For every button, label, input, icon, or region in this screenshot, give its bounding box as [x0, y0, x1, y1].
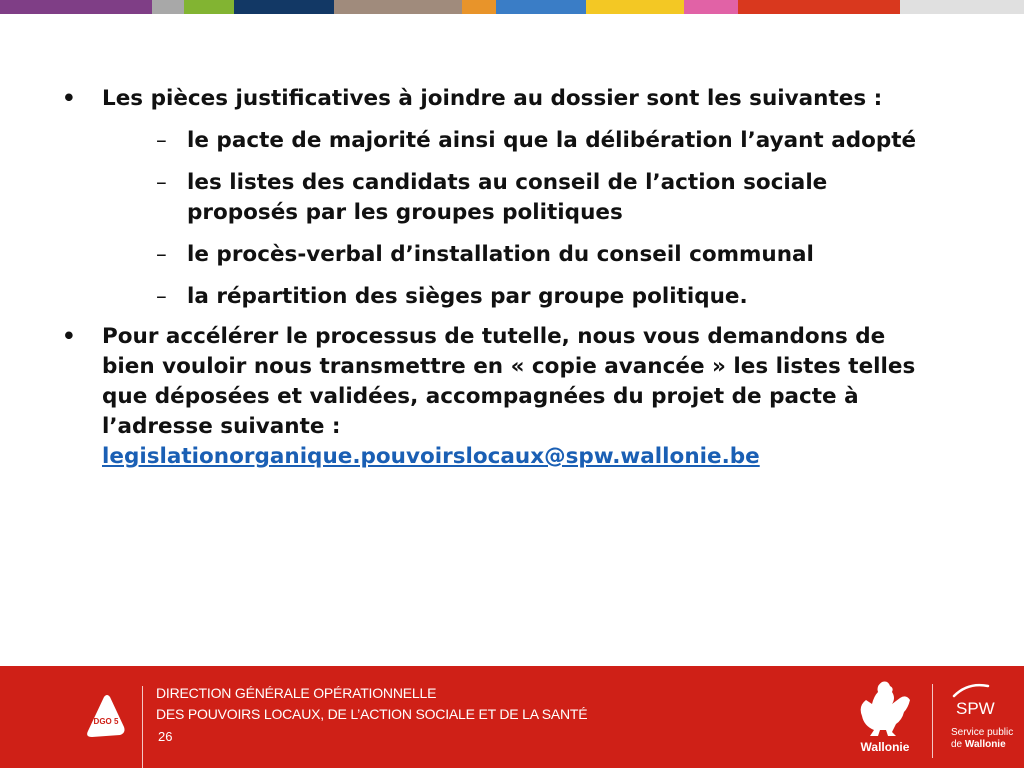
dash-marker: –: [156, 284, 167, 309]
spw-caption: [951, 727, 1013, 751]
strip-segment: [0, 0, 152, 14]
wallonie-rooster-icon: [852, 678, 914, 740]
spw-logo-text: SPW: [956, 699, 995, 718]
top-color-strip: [0, 0, 1024, 14]
bullet-text: Pour accélérer le processus de tutelle, nous vous demandons de bien vouloir nous transmettre en « copie avancée » les listes telles que déposées et validées, accompagnées du projet de pacte à l’adresse suivante :: [102, 324, 916, 439]
page-number: 26: [158, 729, 173, 744]
strip-segment: [738, 0, 900, 14]
sub-item: [142, 240, 942, 270]
spw-caption-brand: Wallonie: [964, 739, 1006, 750]
spw-caption-prefix: de: [951, 739, 965, 750]
strip-segment: [184, 0, 234, 14]
bullet-text: Les pièces justificatives à joindre au dossier sont les suivantes :: [102, 86, 883, 111]
sub-item-text: la répartition des sièges par groupe politique.: [187, 284, 748, 309]
sub-item: [142, 282, 942, 312]
sub-item-text: le procès-verbal d’installation du conseil communal: [187, 242, 814, 267]
footer-divider: [142, 686, 143, 768]
slide-content: [62, 84, 942, 482]
footer-divider: [932, 684, 933, 758]
strip-segment: [234, 0, 334, 14]
strip-segment: [462, 0, 496, 14]
sub-item: [142, 126, 942, 156]
strip-segment: [334, 0, 462, 14]
bullet-marker: •: [62, 86, 76, 111]
sub-item-text: les listes des candidats au conseil de l’action sociale proposés par les groupes politiques: [187, 170, 828, 225]
bullet-item: [62, 322, 942, 472]
sub-item: [142, 168, 942, 228]
strip-segment: [152, 0, 184, 14]
strip-segment: [684, 0, 738, 14]
dash-marker: –: [156, 128, 167, 153]
spw-logo-icon: [948, 682, 1010, 722]
wallonie-label: Wallonie: [860, 740, 910, 754]
strip-segment: [586, 0, 684, 14]
org-name-line1: DIRECTION GÉNÉRALE OPÉRATIONNELLE: [156, 685, 437, 701]
footer-bar: [0, 666, 1024, 768]
org-name-line2: DES POUVOIRS LOCAUX, DE L’ACTION SOCIALE ET DE LA SANTÉ: [156, 706, 588, 722]
strip-segment: [496, 0, 586, 14]
spw-caption-line1: Service public: [951, 727, 1014, 738]
dash-marker: –: [156, 170, 167, 195]
strip-segment: [900, 0, 1024, 14]
bullet-item: [62, 84, 942, 312]
dgo5-logo-text: DGO 5: [93, 717, 119, 726]
sub-item-text: le pacte de majorité ainsi que la délibération l’ayant adopté: [187, 128, 917, 153]
email-link[interactable]: legislationorganique.pouvoirslocaux@spw.wallonie.be: [102, 444, 760, 469]
dash-marker: –: [156, 242, 167, 267]
dgo5-logo-icon: [82, 693, 128, 739]
bullet-marker: •: [62, 324, 76, 349]
